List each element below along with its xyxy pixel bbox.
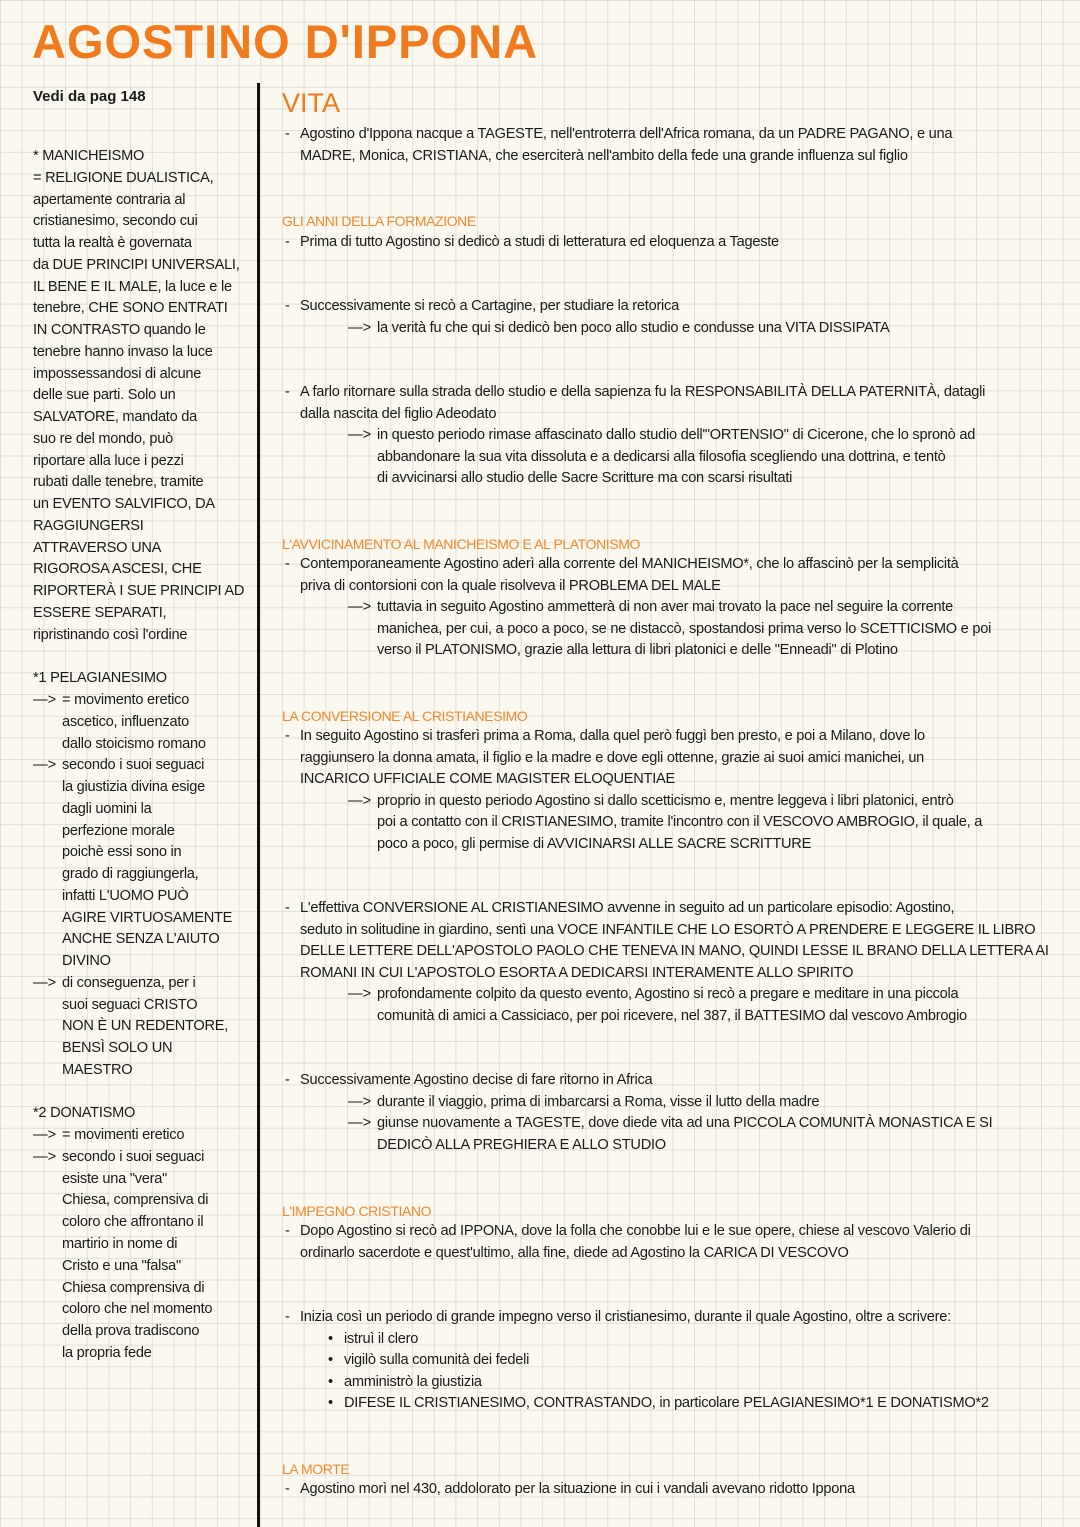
bullet-icon: •	[328, 1373, 334, 1390]
sidebar-line: martirio in nome di	[62, 1236, 178, 1252]
page-reference: Vedi da pag 148	[33, 88, 146, 105]
note-line: Agostino morì nel 430, addolorato per la situazione in cui i vandali avevano ridotto Ippona	[300, 1481, 855, 1498]
sidebar-line: Chiesa, comprensiva di	[62, 1192, 209, 1209]
note-line: durante il viaggio, prima di imbarcarsi a Roma, visse il lutto della madre	[377, 1093, 820, 1110]
bullet-icon: •	[328, 1395, 334, 1412]
sidebar-line: tutta la realtà è governata	[33, 235, 192, 252]
sidebar-line: dallo stoicismo romano	[62, 735, 206, 752]
sidebar-line: grado di raggiungerla,	[62, 866, 199, 883]
arrow-icon: —>	[33, 757, 57, 774]
bullet-icon: •	[328, 1352, 334, 1369]
arrow-icon: —>	[33, 1148, 57, 1165]
sidebar-line: SALVATORE, mandato da	[33, 409, 198, 426]
sidebar-line: RIPORTERÀ I SUE PRINCIPI AD	[33, 583, 245, 600]
page-title: AGOSTINO D'IPPONA	[32, 15, 539, 68]
note-line: Prima di tutto Agostino si dedicò a studi di letteratura ed eloquenza a Tageste	[300, 233, 779, 250]
sidebar-line: * MANICHEISMO	[33, 148, 145, 164]
sidebar-line: secondo i suoi seguaci	[62, 1148, 205, 1165]
note-line: amministrò la giustizia	[344, 1373, 482, 1390]
sidebar-line: IL BENE E IL MALE, la luce e le	[33, 278, 232, 295]
note-line: proprio in questo periodo Agostino si dallo scetticismo e, mentre leggeva i libri platonici, entrò	[377, 792, 954, 809]
sidebar-line: ESSERE SEPARATI,	[33, 604, 167, 621]
sidebar-line: Chiesa comprensiva di	[62, 1279, 205, 1296]
arrow-icon: —>	[33, 692, 57, 708]
note-line: in questo periodo rimase affascinato dallo studio dell'"ORTENSIO" di Cicerone, che lo spronò ad	[377, 427, 976, 444]
sidebar-line: poichè essi sono in	[62, 844, 182, 861]
note-line: Inizia così un periodo di grande impegno verso il cristianesimo, durante il quale Agostino, oltre a scrivere:	[300, 1309, 951, 1326]
sidebar-line: IN CONTRASTO quando le	[33, 322, 206, 339]
sidebar-line: RAGGIUNGERSI	[33, 517, 144, 534]
sidebar-line: suoi seguaci CRISTO	[62, 996, 198, 1013]
sidebar-line: la giustizia divina esige	[62, 779, 206, 796]
dash-bullet-icon: -	[285, 1481, 290, 1498]
note-line: dalla nascita del figlio Adeodato	[300, 405, 497, 422]
note-line: MADRE, Monica, CRISTIANA, che eserciterà nell'ambito della fede una grande influenza sul figlio	[300, 147, 908, 164]
note-line: abbandonare la sua vita dissoluta e a dedicarsi alla filosofia scegliendo una dottrina, e tentò	[377, 448, 946, 465]
note-line: ordinarlo sacerdote e quest'ultimo, alla fine, diede ad Agostino la CARICA DI VESCOVO	[300, 1244, 849, 1261]
note-line: INCARICO UFFICIALE COME MAGISTER ELOQUENTIAE	[300, 771, 675, 788]
note-line: ROMANI IN CUI L'APOSTOLO ESORTA A DEDICARSI INTERAMENTE ALLO SPIRITO	[300, 964, 854, 981]
dash-bullet-icon: -	[285, 233, 290, 250]
note-line: comunità di amici a Cassiciaco, per poi ricevere, nel 387, il BATTESIMO dal vescovo Ambrogio	[377, 1007, 967, 1024]
arrow-icon: —>	[348, 1115, 372, 1132]
dash-bullet-icon: -	[285, 900, 290, 917]
section-heading: L'AVVICINAMENTO AL MANICHEISMO E AL PLATONISMO	[282, 535, 640, 552]
note-line: la verità fu che qui si dedicò ben poco allo studio e condusse una VITA DISSIPATA	[377, 319, 890, 336]
sidebar-line: = RELIGIONE DUALISTICA,	[33, 169, 214, 186]
sidebar-line: della prova tradiscono	[62, 1323, 200, 1340]
note-line: tuttavia in seguito Agostino ammetterà di non aver mai trovato la pace nel seguire la corrente	[377, 599, 953, 616]
sidebar-line: ANCHE SENZA L'AIUTO	[62, 931, 220, 948]
note-line: Dopo Agostino si recò ad IPPONA, dove la folla che conobbe lui e le sue opere, chiese al vescovo Valerio di	[300, 1223, 971, 1239]
sidebar-line: dagli uomini la	[62, 800, 152, 817]
arrow-icon: —>	[348, 599, 372, 616]
note-line: vigilò sulla comunità dei fedeli	[344, 1352, 530, 1369]
dash-bullet-icon: -	[285, 1072, 290, 1089]
sidebar-line: delle sue parti. Solo un	[33, 387, 176, 404]
sidebar-line: rubati dalle tenebre, tramite	[33, 474, 204, 491]
sidebar-line: ripristinando così l'ordine	[33, 626, 188, 643]
note-line: giunse nuovamente a TAGESTE, dove diede vita ad una PICCOLA COMUNITÀ MONASTICA E SI	[377, 1115, 993, 1132]
note-line: priva di contorsioni con la quale risolveva il PROBLEMA DEL MALE	[300, 577, 721, 594]
sidebar-line: cristianesimo, secondo cui	[33, 213, 198, 230]
note-line: In seguito Agostino si trasferì prima a Roma, dalla quel però fuggì ben presto, e poi a Milano, dove lo	[300, 728, 925, 745]
sidebar-line: coloro che nel momento	[62, 1301, 213, 1318]
sidebar-line: riportare alla luce i pezzi	[33, 452, 184, 469]
section-heading: L'IMPEGNO CRISTIANO	[282, 1202, 432, 1219]
note-line: profondamente colpito da questo evento, Agostino si recò a pregare e meditare in una piccola	[377, 986, 959, 1003]
note-line: di avvicinarsi allo studio delle Sacre Scritture ma con scarsi risultati	[377, 470, 793, 487]
sidebar-line: tenebre, CHE SONO ENTRATI	[33, 300, 228, 317]
sidebar-line: tenebre hanno invaso la luce	[33, 343, 213, 360]
note-line: poco a poco, gli permise di AVVICINARSI ALLE SACRE SCRITTURE	[377, 835, 812, 852]
sidebar-line: impossessandosi di alcune	[33, 365, 202, 382]
note-line: L'effettiva CONVERSIONE AL CRISTIANESIMO avvenne in seguito ad un particolare episodio: Agostino,	[300, 900, 955, 917]
sidebar-line: Cristo e una "falsa"	[62, 1257, 181, 1274]
note-line: verso il PLATONISMO, grazie alla lettura di libri platonici e delle "Enneadi" di Plotino	[377, 642, 898, 659]
sidebar-line: suo re del mondo, può	[33, 430, 173, 447]
sidebar-line: infatti L'UOMO PUÒ	[62, 887, 189, 904]
sidebar-line: RIGOROSA ASCESI, CHE	[33, 561, 202, 578]
dash-bullet-icon: -	[285, 384, 290, 401]
column-divider	[257, 83, 260, 1527]
sidebar-line: ATTRAVERSO UNA	[33, 539, 162, 556]
dash-bullet-icon: -	[285, 728, 290, 745]
note-line: Successivamente si recò a Cartagine, per studiare la retorica	[300, 298, 679, 315]
note-line: poi a contatto con il CRISTIANESIMO, tramite l'incontro con il VESCOVO AMBROGIO, il quale, a	[377, 814, 983, 831]
sidebar-line: coloro che affrontano il	[62, 1214, 204, 1231]
bullet-icon: •	[328, 1330, 334, 1347]
note-line: seduto in solitudine in giardino, sentì una VOCE INFANTILE CHE LO ESORTÒ A PRENDERE E LEGGERE IL LIBRO	[300, 921, 1036, 938]
note-line: DELLE LETTERE DELL'APOSTOLO PAOLO CHE TENEVA IN MANO, QUINDI LESSE IL BRANO DELLA LETTERA AI	[300, 943, 1049, 960]
note-line: Contemporaneamente Agostino aderì alla corrente del MANICHEISMO*, che lo affascinò per la semplicità	[300, 556, 959, 573]
sidebar-line: esiste una "vera"	[62, 1170, 168, 1187]
note-line: Successivamente Agostino decise di fare ritorno in Africa	[300, 1072, 653, 1089]
sidebar-line: = movimenti eretico	[62, 1127, 185, 1144]
sidebar-line: *1 PELAGIANESIMO	[33, 670, 167, 687]
section-title-vita: VITA	[282, 88, 341, 118]
dash-bullet-icon: -	[285, 126, 290, 142]
dash-bullet-icon: -	[285, 298, 290, 315]
sidebar-line: MAESTRO	[62, 1061, 133, 1078]
dash-bullet-icon: -	[285, 1309, 290, 1326]
sidebar-line: secondo i suoi seguaci	[62, 757, 205, 774]
sidebar-line: apertamente contraria al	[33, 191, 186, 208]
note-line: Agostino d'Ippona nacque a TAGESTE, nell'entroterra dell'Africa romana, da un PADRE PAGANO, e una	[300, 126, 953, 142]
sidebar-line: AGIRE VIRTUOSAMENTE	[62, 909, 233, 926]
sidebar-line: un EVENTO SALVIFICO, DA	[33, 496, 215, 513]
arrow-icon: —>	[348, 427, 372, 444]
note-line: A farlo ritornare sulla strada dello studio e della sapienza fu la RESPONSABILITÀ DELLA PATERNITÀ, datagli	[300, 384, 986, 401]
section-heading: LA MORTE	[282, 1460, 350, 1477]
sidebar-line: = movimento eretico	[62, 692, 190, 708]
sidebar-line: di conseguenza, per i	[62, 974, 196, 991]
sidebar-line: *2 DONATISMO	[33, 1105, 136, 1122]
note-line: raggiunsero la donna amata, il figlio e la madre e dove egli ottenne, grazie ai suoi amici manichei, un	[300, 749, 925, 766]
arrow-icon: —>	[348, 1093, 372, 1110]
sidebar-line: DIVINO	[62, 953, 111, 970]
sidebar-line: NON È UN REDENTORE,	[62, 1018, 229, 1035]
sidebar-line: BENSÌ SOLO UN	[62, 1040, 173, 1057]
sidebar-line: la propria fede	[62, 1344, 152, 1361]
sidebar-line: ascetico, influenzato	[62, 713, 189, 730]
sidebar-line: da DUE PRINCIPI UNIVERSALI,	[33, 256, 240, 273]
note-line: manichea, per cui, a poco a poco, se ne distaccò, spostandosi prima verso lo SCETTICISMO e poi	[377, 620, 992, 637]
note-line: istruì il clero	[344, 1330, 419, 1347]
section-heading: LA CONVERSIONE AL CRISTIANESIMO	[282, 707, 528, 724]
note-line: DIFESE IL CRISTIANESIMO, CONTRASTANDO, in particolare PELAGIANESIMO*1 E DONATISMO*2	[344, 1395, 989, 1412]
arrow-icon: —>	[348, 319, 372, 336]
note-line: DEDICÒ ALLA PREGHIERA E ALLO STUDIO	[377, 1136, 666, 1153]
arrow-icon: —>	[33, 974, 57, 991]
arrow-icon: —>	[33, 1127, 57, 1144]
dash-bullet-icon: -	[285, 1223, 290, 1239]
section-heading: GLI ANNI DELLA FORMAZIONE	[282, 213, 476, 230]
dash-bullet-icon: -	[285, 556, 290, 573]
sidebar-line: perfezione morale	[62, 822, 175, 839]
arrow-icon: —>	[348, 986, 372, 1003]
arrow-icon: —>	[348, 792, 372, 809]
